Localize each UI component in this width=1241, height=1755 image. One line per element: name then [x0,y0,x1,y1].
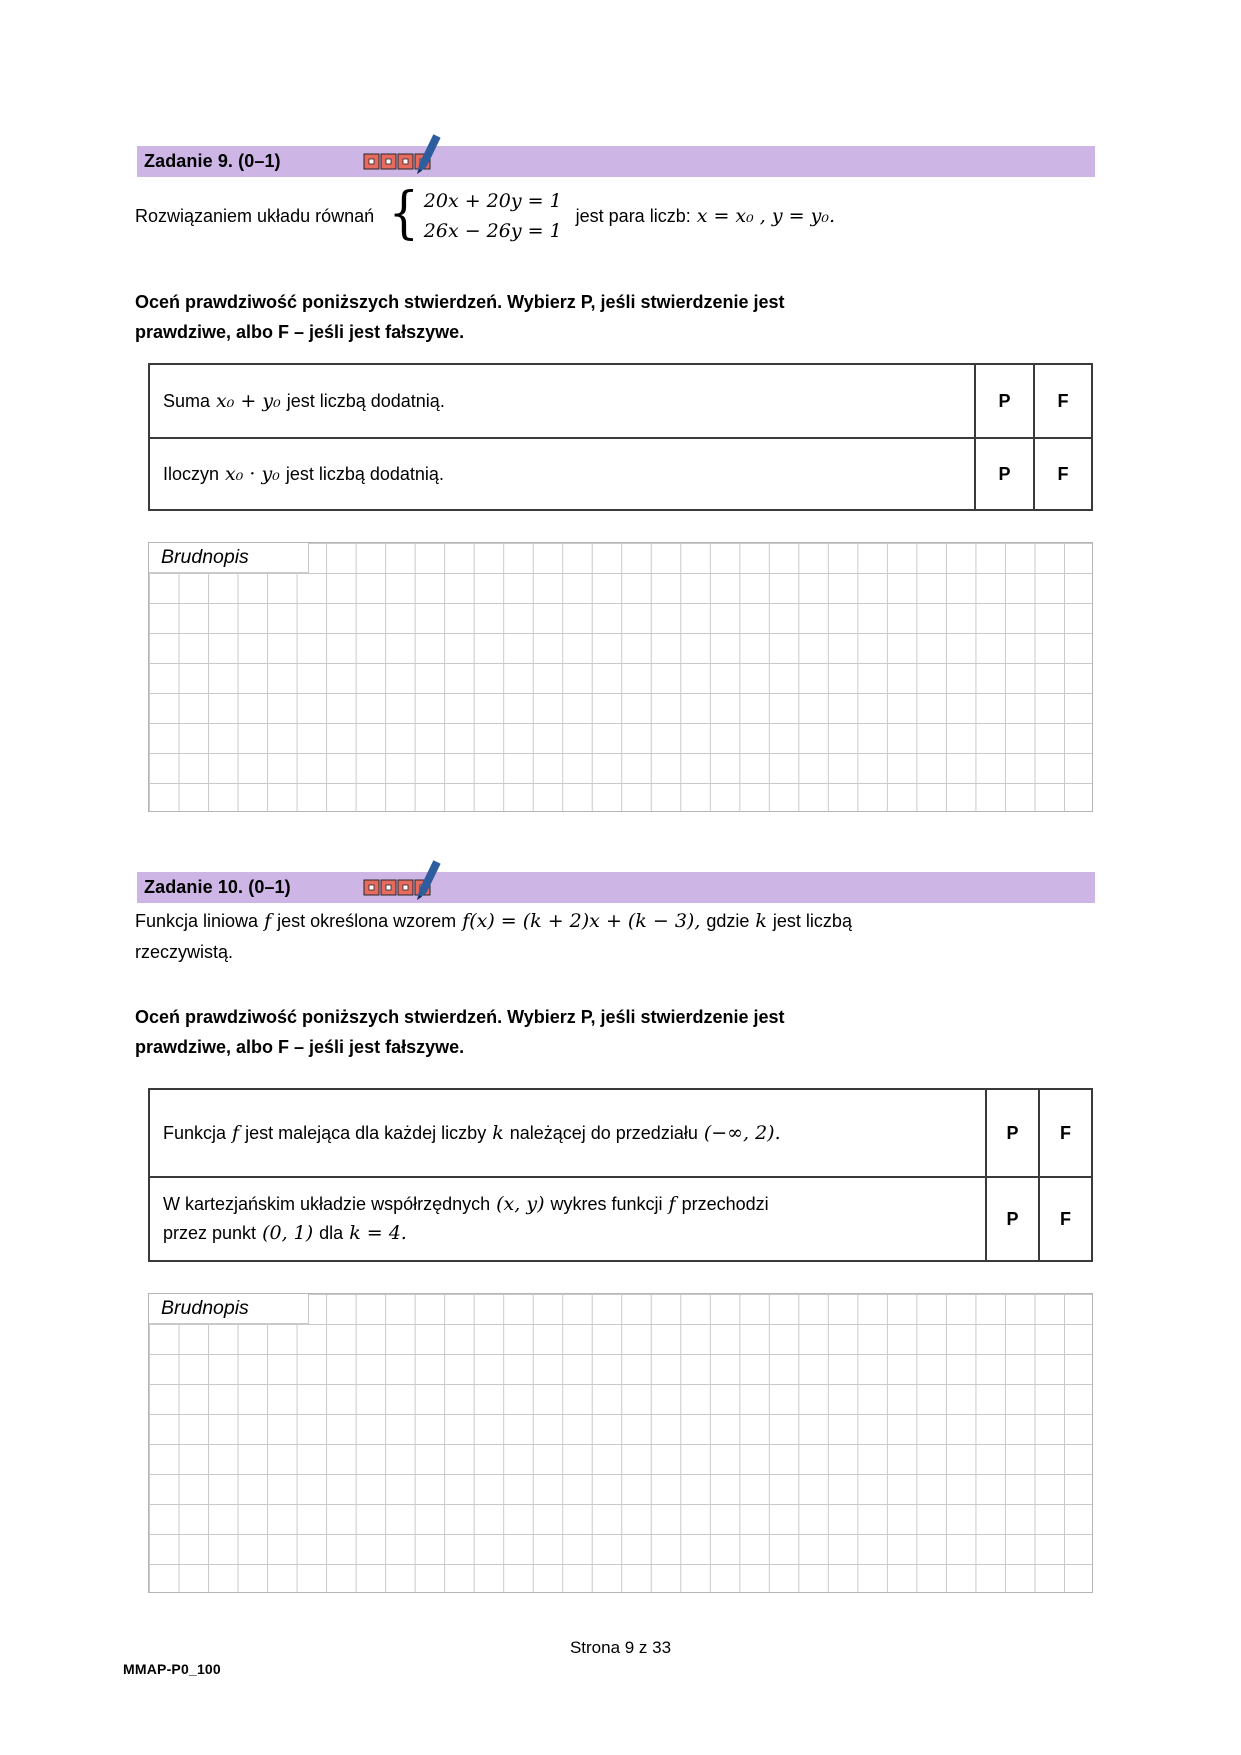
stamp-pen-icon [362,860,444,908]
statement-text: jest malejąca dla każdej liczby [245,1122,487,1143]
statement-math: (0, 1) [262,1222,314,1244]
f-option: F [1033,437,1091,509]
statement-text: W kartezjańskim układzie współrzędnych [163,1194,491,1214]
statement-text: Suma [163,390,211,411]
page-number: Strona 9 z 33 [569,1638,672,1657]
statement-math: f [668,1193,676,1215]
table-row-statement [150,1176,985,1260]
equation-system [424,186,562,246]
statement-text: Iloczyn [163,463,220,484]
table-row-statement [150,437,974,509]
task10-instruction [135,1002,1115,1062]
intro-text: jest określona wzorem [277,911,457,931]
task10-title: Zadanie 10. (0–1) [144,877,291,897]
intro-text: Funkcja liniowa [135,911,259,931]
p-option: P [985,1176,1038,1260]
statement-text: wykres funkcji [550,1194,663,1214]
statement-line [163,1119,787,1148]
statement-math: (x, y) [496,1193,545,1215]
p-option: P [974,365,1033,437]
scratchpad-grid [148,542,1093,812]
f-option: F [1038,1090,1091,1176]
instruction-line: Oceń prawdziwość poniższych stwierdzeń. Wybierz P, jeśli stwierdzenie jest [135,1007,785,1027]
intro-math: f [264,910,272,932]
equation-2: 26x − 26y = 1 [423,220,562,242]
statement-text: należącej do przedziału [509,1122,698,1143]
f-option: F [1038,1176,1091,1260]
f-option: F [1033,365,1091,437]
p-option: P [985,1090,1038,1176]
statement-math: x₀ · y₀ [225,462,280,485]
task9-problem-text [135,180,1115,252]
intro-text: jest liczbą [772,911,852,931]
statement-math: f [232,1121,240,1144]
statement-math: (−∞, 2). [703,1121,781,1144]
task9-title: Zadanie 9. (0–1) [144,151,281,171]
p-option: P [974,437,1033,509]
intro-math: f(x) = (k + 2)x + (k − 3), [462,910,701,932]
task10-intro-line1 [135,906,1135,937]
task9-intro-prefix: Rozwiązaniem układu równań [135,205,375,226]
task9-instruction [135,287,1115,347]
statement-text: jest liczbą dodatnią. [285,463,444,484]
table-row-statement [150,365,974,437]
statement-text: Funkcja [163,1122,227,1143]
task9-solution-pair: x = x₀ , y = y₀. [696,205,836,227]
system-brace: { [388,181,420,246]
task9-true-false-table [148,363,1093,511]
statement-math: k = 4. [349,1222,407,1244]
statement-math: x₀ + y₀ [216,389,281,412]
statement-line [163,1190,769,1219]
statement-text: dla [319,1223,344,1243]
statement-math: k [492,1121,504,1144]
scratchpad-label: Brudnopis [149,543,309,573]
stamp-pen-icon [362,134,444,182]
equation-1: 20x + 20y = 1 [423,190,562,212]
statement-line [163,1219,769,1248]
intro-math: k [755,910,767,932]
instruction-line: Oceń prawdziwość poniższych stwierdzeń. Wybierz P, jeśli stwierdzenie jest [135,292,785,312]
task9-intro-suffix: jest para liczb: [575,205,691,226]
scratchpad-grid [148,1293,1093,1593]
task9-header-bar [137,146,1095,177]
statement-text: jest liczbą dodatnią. [286,390,445,411]
statement-text: przechodzi [681,1194,769,1214]
table-row-statement [150,1090,985,1176]
task10-true-false-table [148,1088,1093,1262]
intro-text: gdzie [706,911,750,931]
instruction-line: prawdziwe, albo F – jeśli jest fałszywe. [135,1037,465,1057]
task10-problem-text [135,906,1135,968]
task10-intro-line2: rzeczywistą. [135,942,234,962]
task10-header-bar [137,872,1095,903]
scratchpad-label: Brudnopis [149,1294,309,1324]
instruction-line: prawdziwe, albo F – jeśli jest fałszywe. [135,322,465,342]
form-code: MMAP-P0_100 [123,1661,221,1677]
statement-text: przez punkt [163,1223,257,1243]
